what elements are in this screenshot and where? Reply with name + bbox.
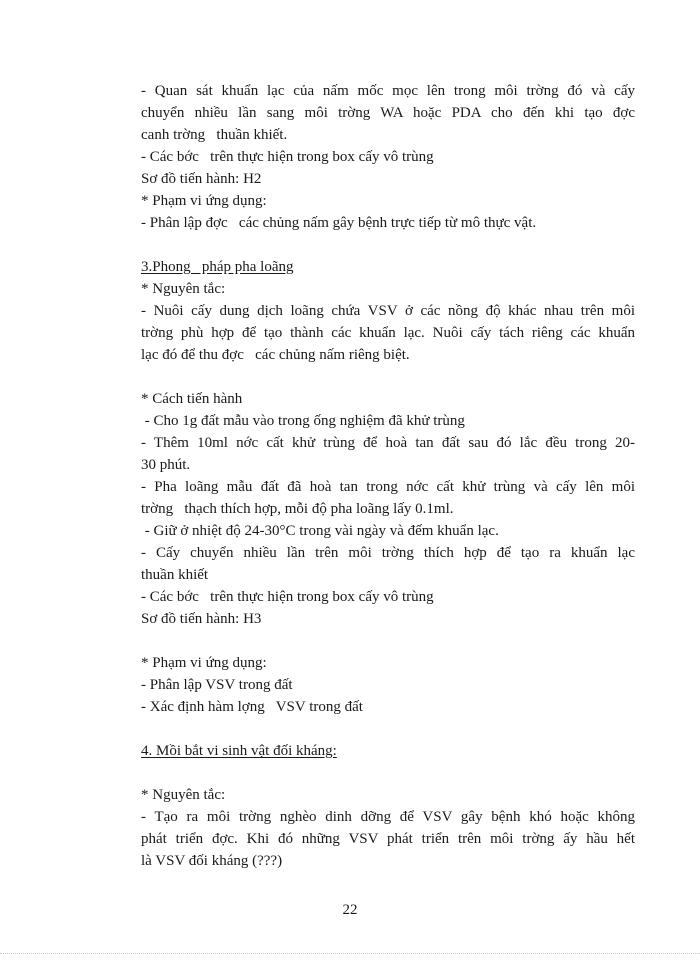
paragraph-line: chuyển nhiều lần sang môi trờng WA hoặc PDA cho đến khi tạo đợc (141, 105, 635, 121)
paragraph-line: - Nuôi cấy dung dịch loãng chứa VSV ở các nồng độ khác nhau trên môi (141, 303, 635, 319)
spacer (141, 718, 635, 740)
paragraph-line: lạc đó để thu đợc các chủng nấm riêng biệt. (141, 347, 410, 363)
step-line: - Cấy chuyển nhiều lần trên môi trờng thích hợp để tạo ra khuẩn lạc (141, 545, 635, 561)
scope-label: * Phạm vi ứng dụng: (141, 655, 267, 671)
principle-label: * Nguyên tắc: (141, 787, 226, 803)
step-line: - Pha loãng mẫu đất đã hoà tan trong nớc cất khử trùng và cấy lên môi (141, 479, 635, 495)
step-line: trờng thạch thích hợp, mỗi độ pha loãng lấy 0.1ml. (141, 501, 454, 517)
section-3-heading: 3.Phong pháp pha loãng (141, 259, 294, 275)
scope-item: - Xác định hàm lợng VSV trong đất (141, 699, 363, 715)
method-label: * Cách tiến hành (141, 391, 243, 407)
paragraph-line: - Các bớc trên thực hiện trong box cấy vô trùng (141, 149, 434, 165)
section-4-heading: 4. Mồi bắt vi sinh vật đối kháng: (141, 743, 337, 759)
principle-label: * Nguyên tắc: (141, 281, 226, 297)
diagram-reference: Sơ đồ tiến hành: H3 (141, 611, 262, 627)
paragraph-line: là VSV đối kháng (???) (141, 853, 283, 869)
paragraph-line: trờng phù hợp để tạo thành các khuẩn lạc. Nuôi cấy tách riêng các khuẩn (141, 325, 635, 341)
step-line: - Cho 1g đất mẫu vào trong ống nghiệm đã khử trùng (141, 413, 465, 429)
paragraph-line: - Tạo ra môi trờng nghèo dinh dỡng để VSV gây bệnh khó hoặc không (141, 809, 635, 825)
page-number: 22 (342, 902, 358, 918)
section-4-heading-row (141, 740, 635, 762)
paragraph-line: - Phân lập đợc các chủng nấm gây bệnh trực tiếp từ mô thực vật. (141, 215, 537, 231)
section-3-heading-row (141, 256, 635, 278)
document-body (141, 80, 635, 872)
spacer (141, 234, 635, 256)
spacer (141, 366, 635, 388)
paragraph-line: - Quan sát khuẩn lạc của nấm mốc mọc lên trong môi trờng đó và cấy (141, 83, 635, 99)
page-bottom-divider (0, 953, 700, 954)
spacer (141, 630, 635, 652)
step-line: 30 phút. (141, 457, 191, 473)
scope-label: * Phạm vi ứng dụng: (141, 193, 267, 209)
step-line: - Giữ ở nhiệt độ 24-30°C trong vài ngày và đếm khuẩn lạc. (141, 523, 499, 539)
paragraph-line: phát triển đợc. Khi đó những VSV phát triển trên môi trờng ấy hầu hết (141, 831, 635, 847)
spacer (141, 762, 635, 784)
diagram-reference: Sơ đồ tiến hành: H2 (141, 171, 262, 187)
scope-item: - Phân lập VSV trong đất (141, 677, 293, 693)
step-line: - Các bớc trên thực hiện trong box cấy vô trùng (141, 589, 434, 605)
paragraph-line: canh trờng thuần khiết. (141, 127, 288, 143)
step-line: - Thêm 10ml nớc cất khử trùng để hoà tan đất sau đó lắc đều trong 20- (141, 435, 635, 451)
step-line: thuần khiết (141, 567, 209, 583)
